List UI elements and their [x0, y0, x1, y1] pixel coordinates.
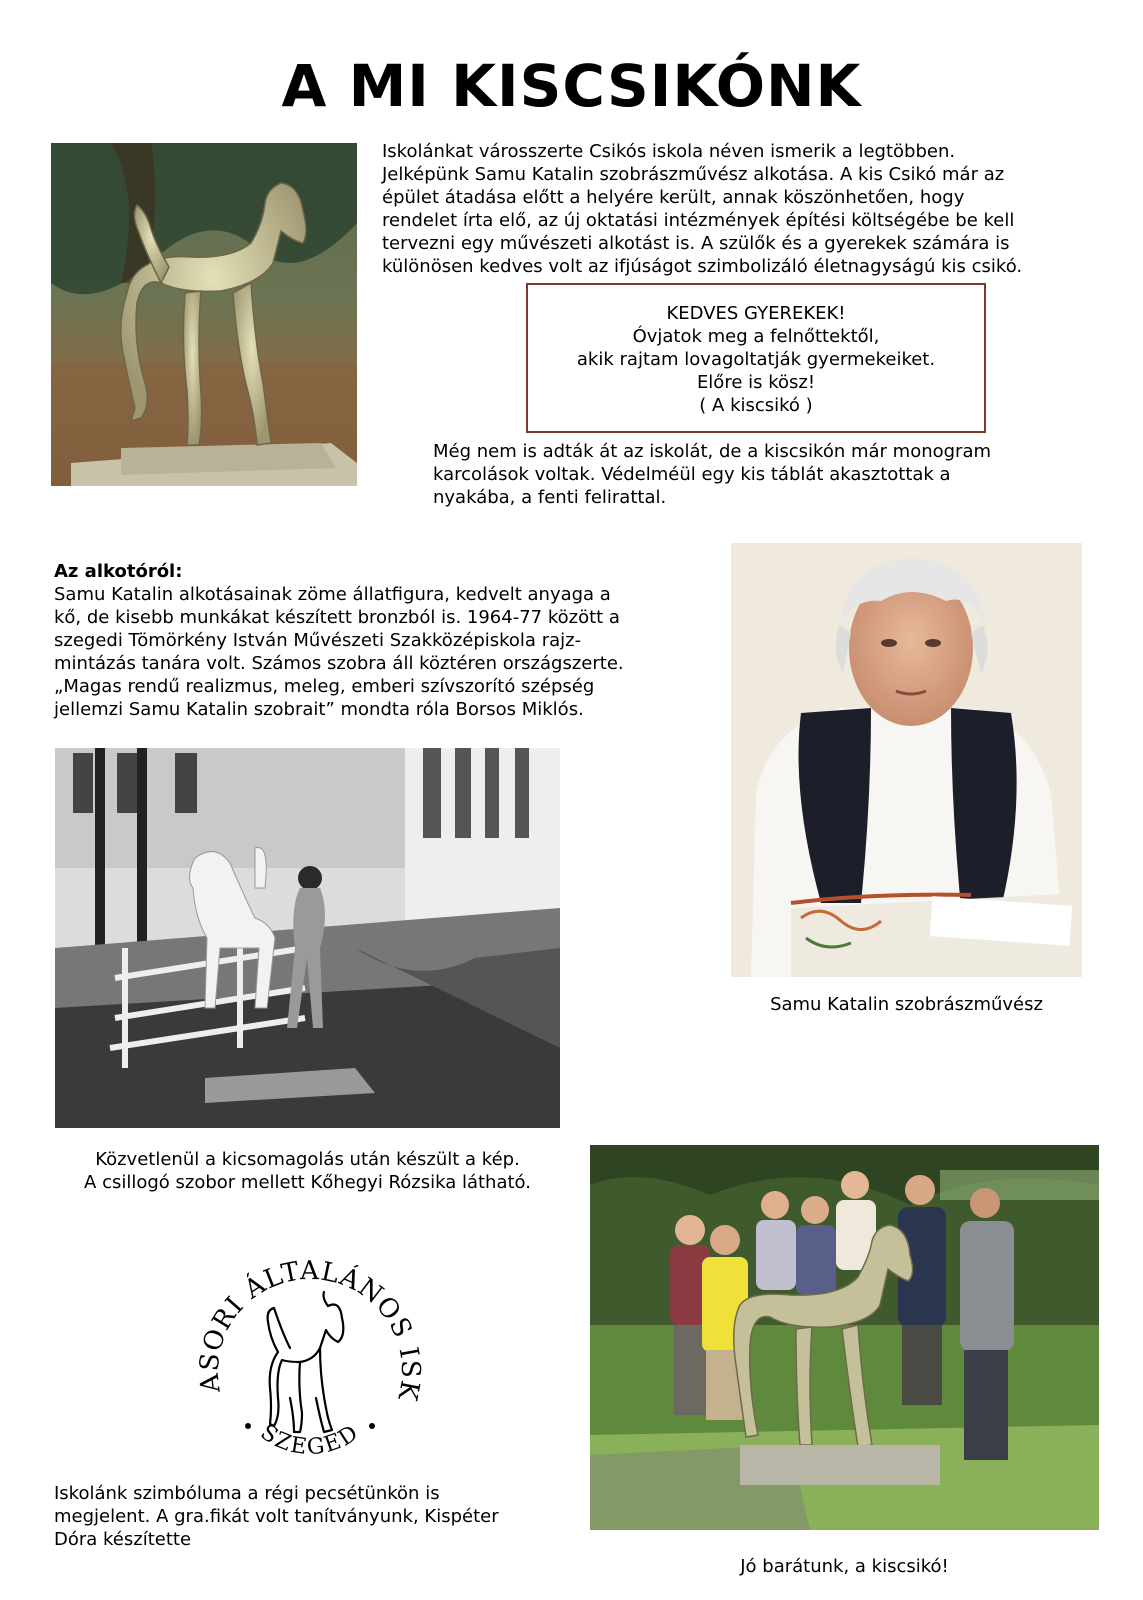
page-title: A MI KISCSIKÓNK — [281, 52, 862, 120]
creator-section — [54, 560, 690, 721]
school-seal-logo — [190, 1248, 430, 1488]
notice-explanation-line: Még nem is adták át az iskolát, de a kiscsikón már monogram — [433, 441, 992, 462]
intro-line: Jelképünk Samu Katalin szobrászművész alkotása. A kis Csikó már az — [382, 164, 1005, 185]
notice-line: akik rajtam lovagoltatják gyermekeiket. — [576, 349, 936, 370]
portrait-caption: Samu Katalin szobrászművész — [770, 994, 1043, 1015]
group-photo — [590, 1145, 1099, 1530]
bw-caption-line: A csillogó szobor mellett Kőhegyi Rózsika látható. — [84, 1172, 531, 1193]
creator-line: Samu Katalin alkotásainak zöme állatfigura, kedvelt anyaga a — [54, 584, 611, 605]
logo-description — [54, 1482, 554, 1551]
creator-line: szegedi Tömörkény István Művészeti Szakközépiskola rajz- — [54, 630, 582, 651]
statue-photo — [51, 143, 357, 486]
notice-explanation-line: nyakába, a fenti felirattal. — [433, 487, 667, 508]
seal-bottom-text: SZEGED — [255, 1419, 365, 1461]
creator-heading: Az alkotóról: — [54, 561, 183, 582]
logo-description-line: Dóra készítette — [54, 1529, 192, 1550]
intro-line: tervezni egy művészeti alkotást is. A szülők és a gyerekek számára is — [382, 233, 1010, 254]
intro-paragraph — [382, 140, 1104, 278]
logo-description-line: megjelent. A gra.fikát volt tanítványunk, Kispéter — [54, 1506, 499, 1527]
notice-line: Előre is kösz! — [696, 372, 816, 393]
portrait-photo — [731, 543, 1082, 977]
creator-line: mintázás tanára volt. Számos szobra áll köztéren országszerte. — [54, 653, 624, 674]
group-photo-caption: Jó barátunk, a kiscsikó! — [740, 1556, 949, 1577]
intro-line: különösen kedves volt az ifjúságot szimbolizáló életnagyságú kis csikó. — [382, 256, 1023, 277]
intro-line: Iskolánkat városszerte Csikós iskola néven ismerik a legtöbben. — [382, 141, 956, 162]
creator-line: kő, de kisebb munkákat készített bronzból is. 1964-77 között a — [54, 607, 620, 628]
notice-box — [526, 283, 986, 433]
bw-photo — [55, 748, 560, 1128]
notice-line: KEDVES GYEREKEK! — [666, 303, 846, 324]
bw-photo-caption — [40, 1148, 575, 1194]
notice-line: ( A kiscsikó ) — [699, 395, 813, 416]
notice-explanation-line: karcolások voltak. Védelméül egy kis táblát akasztottak a — [433, 464, 951, 485]
intro-line: épület átadása előtt a helyére került, annak köszönhetően, hogy — [382, 187, 965, 208]
creator-line: jellemzi Samu Katalin szobrait” mondta róla Borsos Miklós. — [54, 699, 584, 720]
seal-ring-text: ASORI ÁLTALÁNOS ISK — [194, 1256, 426, 1404]
intro-line: rendelet írta elő, az új oktatási intézmények építési költségébe be kell — [382, 210, 1015, 231]
logo-description-line: Iskolánk szimbóluma a régi pecsétünkön is — [54, 1483, 440, 1504]
creator-line: „Magas rendű realizmus, meleg, emberi szívszorító szépség — [54, 676, 595, 697]
bw-caption-line: Közvetlenül a kicsomagolás után készült a kép. — [95, 1149, 520, 1170]
notice-line: Óvjatok meg a felnőttektől, — [632, 326, 880, 347]
horse-icon — [268, 1292, 344, 1432]
notice-explanation — [433, 440, 1053, 509]
svg-text:FŐ FASORI ÁLTALÁNOS ISKOLA — [190, 1248, 425, 1403]
